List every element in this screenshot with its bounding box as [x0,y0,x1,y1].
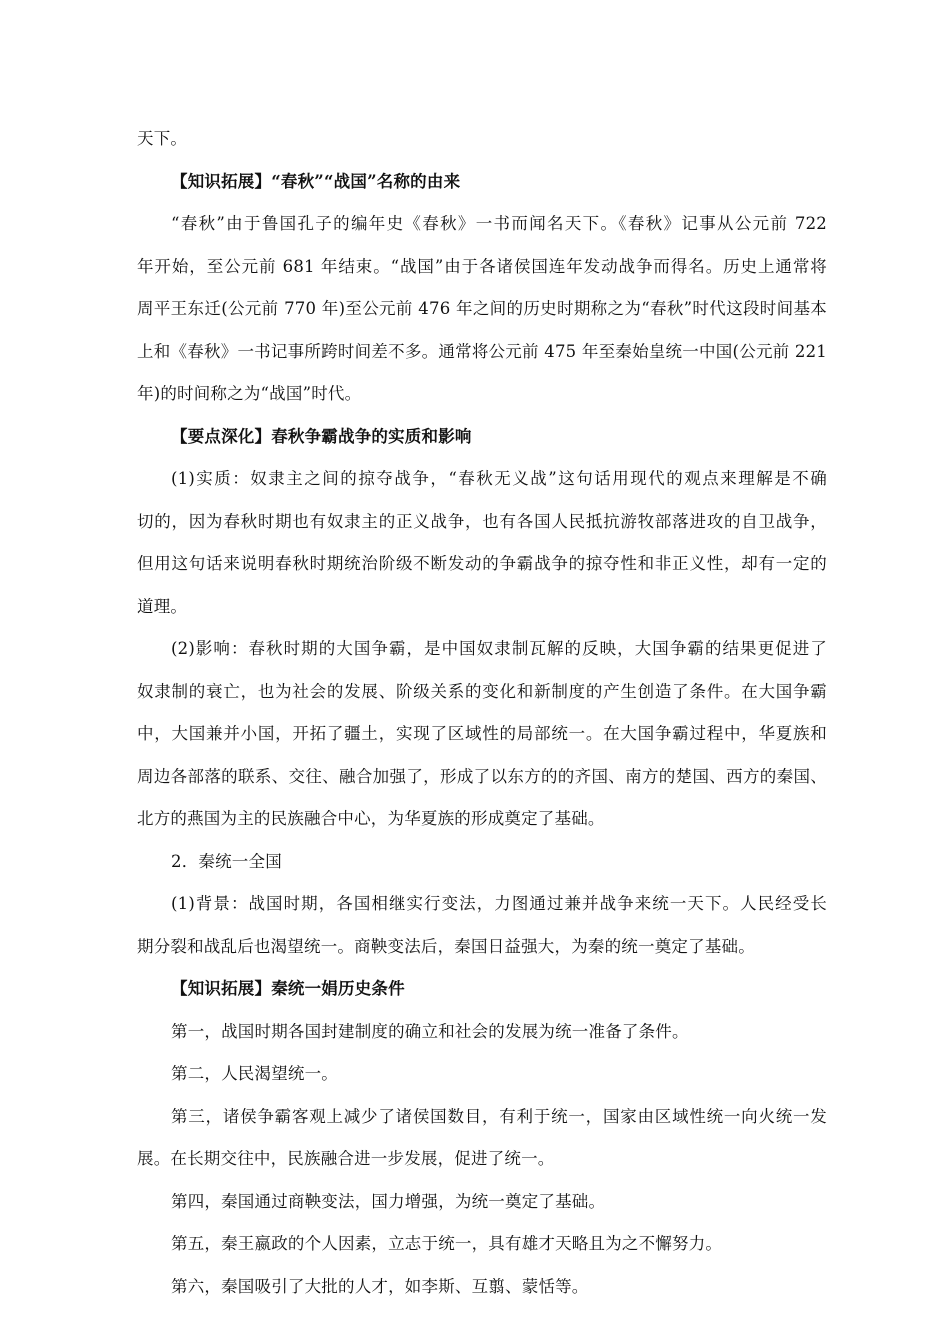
text-line: 第四，秦国通过商鞅变法，国力增强，为统一奠定了基础。 [171,1191,606,1211]
text-line: 上和《春秋》一书记事所跨时间差不多。通常将公元前 475 年至秦始皇统一中国(公元前 221 [137,341,827,361]
text-line: 第一，战国时期各国封建制度的确立和社会的发展为统一准备了条件。 [171,1021,689,1041]
text-line: 第二，人民渴望统一。 [171,1064,338,1083]
text-line: 期分裂和战乱后也渴望统一。商鞅变法后，秦国日益强大，为秦的统一奠定了基础。 [137,936,755,956]
text-line: 年)的时间称之为“战国”时代。 [137,384,362,403]
text-line: 道理。 [137,596,188,616]
document-body [137,118,827,1308]
text-line: 周平王东迁(公元前 770 年)至公元前 476 年之间的历史时期称之为“春秋”时代这段时间基本 [137,299,827,318]
text-line: 北方的燕国为主的民族融合中心，为华夏族的形成奠定了基础。 [137,809,605,828]
section-heading: 【知识拓展】“春秋”“战国”名称的由来 [171,171,461,191]
text-line: 奴隶制的衰亡，也为社会的发展、阶级关系的变化和新制度的产生创造了条件。在大国争霸 [137,681,827,701]
text-line: (1)背景：战国时期，各国相继实行变法，力图通过兼并战争来统一天下。人民经受长 [171,894,827,913]
text-line: 天下。 [137,129,188,148]
text-line: 周边各部落的联系、交往、融合加强了，形成了以东方的的齐国、南方的楚国、西方的秦国、 [137,766,827,786]
text-line: 中，大国兼并小国，开拓了疆土，实现了区域性的局部统一。在大国争霸过程中，华夏族和 [137,724,827,743]
text-line: “春秋”由于鲁国孔子的编年史《春秋》一书而闻名天下。《春秋》记事从公元前 722 [171,214,827,233]
text-line: (2)影响：春秋时期的大国争霸，是中国奴隶制瓦解的反映，大国争霸的结果更促进了 [171,639,827,658]
section-heading: 【知识拓展】秦统一娟历史条件 [171,979,405,998]
text-line: 切的，因为春秋时期也有奴隶主的正义战争，也有各国人民抵抗游牧部落进攻的自卫战争， [137,511,827,531]
text-line: 年开始，至公元前 681 年结束。“战国”由于各诸侯国连年发动战争而得名。历史上通常将 [137,256,827,276]
text-line: 但用这句话来说明春秋时期统治阶级不断发动的争霸战争的掠夺性和非正义性，却有一定的 [137,554,827,573]
text-line: 第五，秦王嬴政的个人因素，立志于统一，具有雄才天略且为之不懈努力。 [171,1234,723,1253]
section-heading: 【要点深化】春秋争霸战争的实质和影响 [171,426,472,446]
text-line: (1)实质：奴隶主之间的掠夺战争，“春秋无义战”这句话用现代的观点来理解是不确 [171,469,827,488]
text-line: 第三，诸侯争霸客观上减少了诸侯国数目，有利于统一，国家由区域性统一向火统一发 [171,1106,827,1126]
text-line: 第六，秦国吸引了大批的人才，如李斯、互翦、蒙恬等。 [171,1276,589,1296]
text-line: 展。在长期交往中，民族融合进一步发展，促进了统一。 [137,1149,555,1168]
text-line: 2．秦统一全国 [171,851,282,871]
